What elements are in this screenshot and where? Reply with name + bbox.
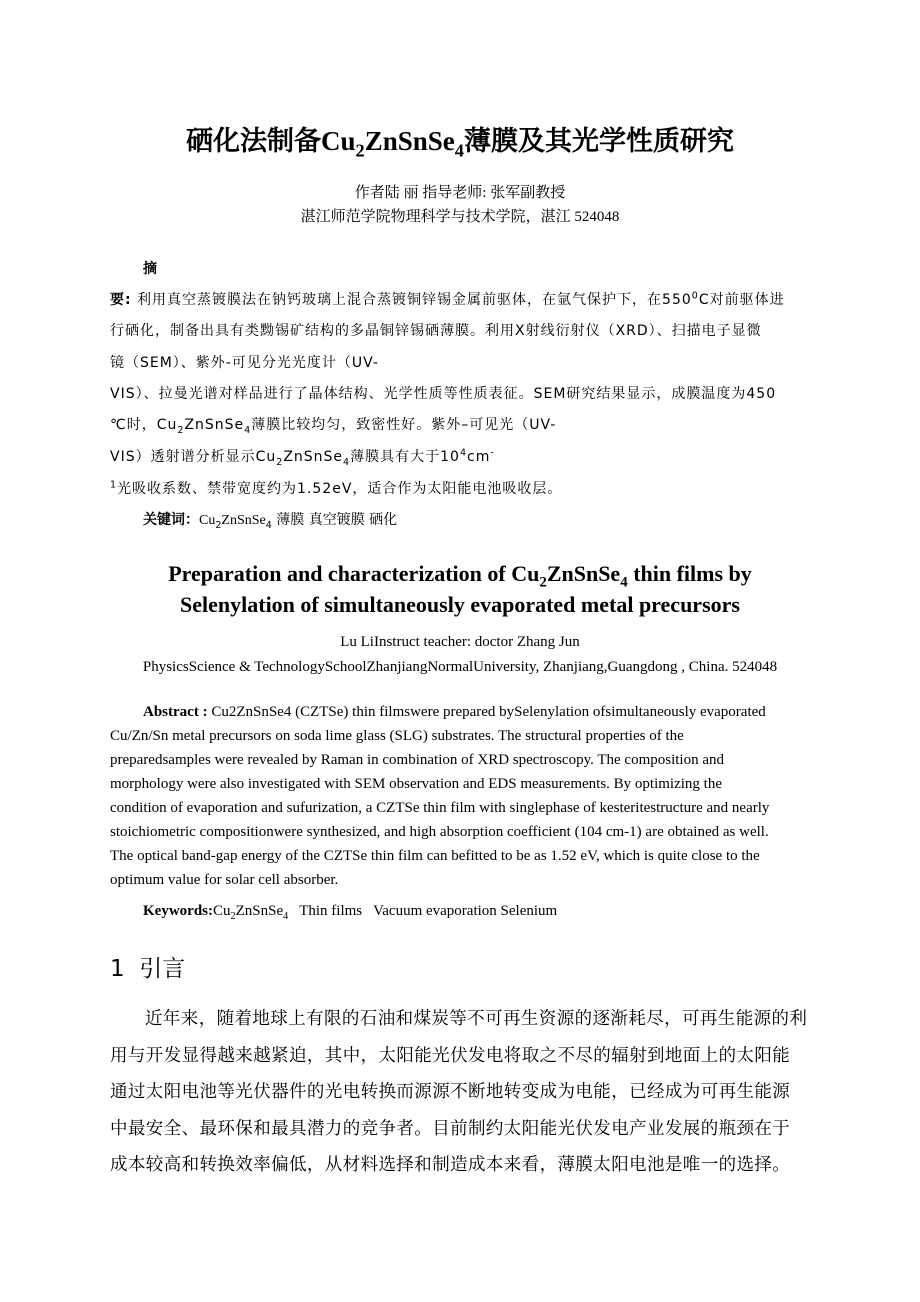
page-title-cn: 硒化法制备$Cu_2ZnSnSe_4$薄膜及其光学性质研究 (186, 126, 734, 161)
abstract-cn-label-b: 要: (110, 292, 132, 308)
keywords-cn-label: 关键词： (143, 512, 199, 528)
abstract-cn-line-1: 要: 利用真空蒸镀膜法在钠钙玻璃上混合蒸镀铜锌锡金属前驱体，在氩气保护下，在$550^0C$对前驱体进 (110, 290, 785, 308)
abstract-en-line-1: Abstract : Cu2ZnSnSe4 (CZTSe) thin filmswere prepared bySelenylation ofsimultaneously evaporated (143, 704, 766, 720)
abstract-en-line-5: condition of evaporation and sufurization, a CZTSe thin film with singlephase of kesteritestructure and nearly (110, 800, 770, 816)
abstract-cn-line-6: VIS）透射谱分析显示$Cu_2ZnSnSe_4$薄膜具有大于$10^4cm^-$ (110, 447, 495, 468)
intro-line-1: 近年来，随着地球上有限的石油和煤炭等不可再生资源的逐渐耗尽，可再生能源的利 (145, 1009, 808, 1029)
author-en: Lu LiInstruct teacher: doctor Zhang Jun (340, 634, 580, 650)
abstract-en-line-2: Cu/Zn/Sn metal precursors on soda lime glass (SLG) substrates. The structural properties of the (110, 728, 684, 744)
abstract-en-label: Abstract : (143, 704, 212, 720)
abstract-en-line-3: preparedsamples were revealed by Raman in combination of XRD spectroscopy. The composition and (110, 752, 724, 768)
abstract-cn-label-a: 摘 (143, 261, 158, 277)
abstract-cn-line-3: 镜（SEM）、紫外-可见分光光度计（UV- (110, 355, 379, 371)
intro-line-5: 成本较高和转换效率偏低，从材料选择和制造成本来看，薄膜太阳电池是唯一的选择。 (110, 1155, 791, 1175)
page-title-en-line-1: Preparation and characterization of $Cu_2ZnSnSe_4$ thin films by (168, 561, 752, 591)
intro-line-2: 用与开发显得越来越紧迫，其中，太阳能光伏发电将取之不尽的辐射到地面上的太阳能 (110, 1046, 791, 1066)
abstract-en-line-7: The optical band-gap energy of the CZTSe thin film can befitted to be as 1.52 eV, which is quite close to the (110, 848, 760, 864)
keywords-en: $Keywords:Cu_2ZnSnSe_4$ Thin films Vacuum evaporation Selenium (143, 903, 558, 922)
abstract-cn-line-2: 行硒化，制备出具有类黝锡矿结构的多晶铜锌锡硒薄膜。利用X射线衍射仪（XRD）、扫描电子显微 (110, 323, 762, 339)
section-heading (110, 950, 185, 983)
keywords-en-label: Keywords: (143, 903, 213, 919)
abstract-en-line-6: stoichiometric compositionwere synthesized, and high absorption coefficient (104 cm-1) are obtained as well. (110, 824, 769, 840)
abstract-cn-line-4: VIS）、拉曼光谱对样品进行了晶体结构、光学性质等性质表征。SEM研究结果显示，成膜温度为450 (110, 386, 777, 402)
intro-line-3: 通过太阳电池等光伏器件的光电转换而源源不断地转变成为电能，已经成为可再生能源 (110, 1082, 791, 1102)
abstract-cn-line-5: ℃时，$Cu_2ZnSnSe_4$薄膜比较均匀，致密性好。紫外–可见光（UV- (110, 417, 557, 436)
author-line: 作者陆 丽 指导老师: 张军副教授 (354, 185, 566, 201)
intro-line-4: 中最安全、最环保和最具潜力的竞争者。目前制约太阳能光伏发电产业发展的瓶颈在于 (110, 1119, 791, 1139)
page-title-en-line-2: Selenylation of simultaneously evaporated metal precursors (180, 592, 740, 617)
affiliation-line: 湛江师范学院物理科学与技术学院，湛江 524048 (300, 209, 620, 225)
keywords-cn: 关键词：$Cu_2ZnSnSe_4$ 薄膜 真空镀膜 硒化 (143, 512, 398, 531)
section-title: 引言 (139, 956, 186, 982)
abstract-en-line-4: morphology were also investigated with SEM observation and EDS measurements. By optimizing the (110, 776, 722, 792)
section-number: 1 (110, 956, 125, 982)
abstract-cn-line-7: $^1$光吸收系数、禁带宽度约为1.52eV，适合作为太阳能电池吸收层。 (110, 479, 563, 497)
affiliation-en: PhysicsScience & TechnologySchoolZhanjiangNormalUniversity, Zhanjiang,Guangdong , China. 524048 (142, 659, 778, 675)
abstract-en-line-8: optimum value for solar cell absorber. (110, 872, 339, 888)
